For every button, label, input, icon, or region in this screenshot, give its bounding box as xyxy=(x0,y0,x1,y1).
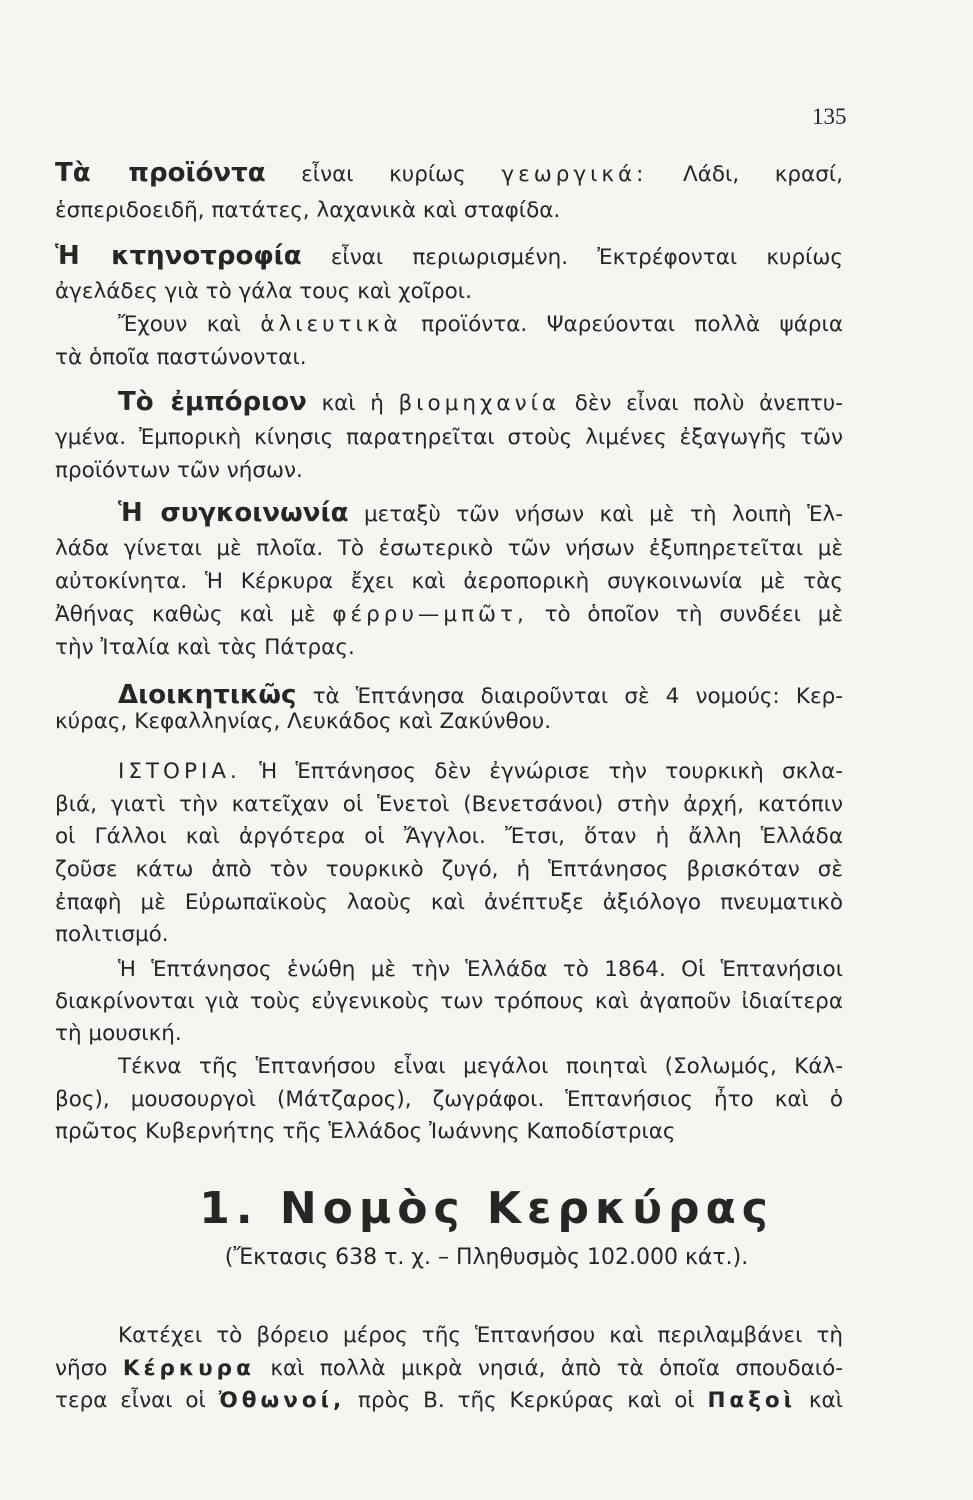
text-line: ζοῦσε κάτω ἀπὸ τὸν τουρκικὸ ζυγό, ἡ Ἑπτάνησος βρισκόταν σὲ xyxy=(55,857,843,882)
text-span: προϊόντα. Ψαρεύονται πολλὰ ψάρια xyxy=(421,312,844,337)
text-span: δὲν εἶναι πολὺ ἀνεπτυ- xyxy=(574,391,843,416)
text-line: αὐτοκίνητα. Ἡ Κέρκυρα ἔχει καὶ ἀεροπορικὴ συγκοινωνία μὲ τὰς xyxy=(55,569,843,594)
text-line: βιά, γιατὶ τὴν κατεῖχαν οἱ Ἑνετοὶ (Βενετσάνοι) στὴν ἀρχή, κατόπιν xyxy=(55,792,843,817)
text-line: τὴ μουσική. xyxy=(55,1021,182,1046)
section-title: 1. Νομὸς Κερκύρας xyxy=(199,1183,774,1234)
heading-trade: Τὸ ἐμπόριον xyxy=(118,387,307,417)
text-span: Ἔχουν καὶ xyxy=(118,312,241,337)
text-span: τὰ Ἑπτάνησα διαιροῦνται σὲ 4 νομούς: Κερ- xyxy=(312,684,843,709)
text-line xyxy=(118,387,843,419)
emphasis: βιομηχανία xyxy=(398,391,561,416)
text-span: Ἀθήνας καθὼς καὶ μὲ xyxy=(55,602,316,627)
emphasis: γεωργικά: xyxy=(501,162,648,187)
emphasis: ἁλιευτικὰ xyxy=(260,312,402,337)
text-line: Κατέχει τὸ βόρειο μέρος τῆς Ἑπτανήσου καὶ περιλαμβάνει τὴ xyxy=(118,1323,843,1348)
text-line: βος), μουσουργοὶ (Μάτζαρος), ζωγράφοι. Ἑπτανήσιος ἦτο καὶ ὁ xyxy=(55,1087,843,1112)
text-line xyxy=(118,498,843,530)
text-line: λάδα γίνεται μὲ πλοῖα. Τὸ ἐσωτερικὸ τῶν νήσων ἐξυπηρετεῖται μὲ xyxy=(55,536,843,561)
text-span: Λάδι, κρασί, xyxy=(683,162,843,187)
emphasis: Ὀθωνοί, xyxy=(218,1388,346,1413)
text-span: Ἡ Ἑπτάνησος δὲν ἐγνώρισε τὴν τουρκικὴ σκλα- xyxy=(259,759,844,784)
text-line: οἱ Γάλλοι καὶ ἀργότερα οἱ Ἄγγλοι. Ἔτσι, ὅταν ἡ ἄλλη Ἑλλάδα xyxy=(55,824,843,849)
text-line: γμένα. Ἐμπορικὴ κίνησις παρατηρεῖται στοὺς λιμένες ἐξαγωγῆς τῶν xyxy=(55,425,843,450)
heading-history: ΙΣΤΟΡΙΑ. xyxy=(118,759,241,784)
text-line xyxy=(55,1354,843,1384)
emphasis: Κέρκυρα xyxy=(122,1356,255,1381)
section-subtitle: (Ἔκτασις 638 τ. χ. – Πληθυσμὸς 102.000 κάτ.). xyxy=(224,1245,749,1270)
text-line xyxy=(55,600,843,630)
heading-livestock: Ἡ κτηνοτροφία xyxy=(55,241,302,271)
text-line: πρῶτος Κυβερνήτης τῆς Ἑλλάδος Ἰωάννης Καποδίστριας xyxy=(55,1119,676,1144)
text-span: τὸ ὁποῖον τὴ συνδέει μὲ xyxy=(544,602,843,627)
text-span: πρὸς Β. τῆς Κερκύρας καὶ οἱ xyxy=(358,1388,695,1413)
emphasis: Παξοὶ xyxy=(707,1388,797,1413)
emphasis: φέρρυ—μπῶτ, xyxy=(332,602,528,627)
heading-communication: Ἡ συγκοινωνία xyxy=(118,498,349,528)
text-line xyxy=(55,1386,843,1416)
text-line: ἐπαφὴ μὲ Εὐρωπαϊκοὺς λαοὺς καὶ ἀνέπτυξε ἀξιόλογο πνευματικὸ xyxy=(55,890,843,915)
text-line: τὴν Ἰταλία καὶ τὰς Πάτρας. xyxy=(55,635,355,660)
text-span: καὶ πολλὰ μικρὰ νησιά, ἀπὸ τὰ ὁποῖα σπουδαιό- xyxy=(270,1356,843,1381)
text-line: κύρας, Κεφαλληνίας, Λευκάδος καὶ Ζακύνθου. xyxy=(55,709,552,734)
text-line: τὰ ὁποῖα παστώνονται. xyxy=(55,345,307,370)
page-number: 135 xyxy=(812,104,847,129)
text-line xyxy=(118,757,843,787)
text-line: Ἡ Ἑπτάνησος ἑνώθη μὲ τὴν Ἑλλάδα τὸ 1864. Οἱ Ἑπτανήσιοι xyxy=(118,957,843,982)
text-line: ἀγελάδες γιὰ τὸ γάλα τους καὶ χοῖροι. xyxy=(55,279,472,304)
heading-products: Τὰ προϊόντα xyxy=(55,158,266,188)
text-span: εἶναι κυρίως xyxy=(301,162,466,187)
text-span: καὶ ἡ xyxy=(321,391,384,416)
text-line xyxy=(118,310,843,340)
text-line: προϊόντων τῶν νήσων. xyxy=(55,458,303,483)
text-span: τερα εἶναι οἱ xyxy=(55,1388,206,1413)
text-line: ἑσπεριδοειδῆ, πατάτες, λαχανικὰ καὶ σταφίδα. xyxy=(55,198,561,223)
text-span: εἶναι περιωρισμένη. Ἐκτρέφονται κυρίως xyxy=(330,245,844,270)
text-line xyxy=(55,158,843,190)
text-line: πολιτισμό. xyxy=(55,922,169,947)
heading-administration: Διοικητικῶς xyxy=(118,680,297,710)
text-span: νῆσο xyxy=(55,1356,108,1381)
text-span: καὶ xyxy=(808,1388,843,1413)
text-line xyxy=(55,241,843,273)
text-line: Τέκνα τῆς Ἑπτανήσου εἶναι μεγάλοι ποιηταὶ (Σολωμός, Κάλ- xyxy=(118,1054,843,1079)
text-line: διακρίνονται γιὰ τοὺς εὐγενικοὺς των τρόπους καὶ ἀγαποῦν ἰδιαίτερα xyxy=(55,989,843,1014)
text-span: μεταξὺ τῶν νήσων καὶ μὲ τὴ λοιπὴ Ἑλ- xyxy=(363,502,843,527)
